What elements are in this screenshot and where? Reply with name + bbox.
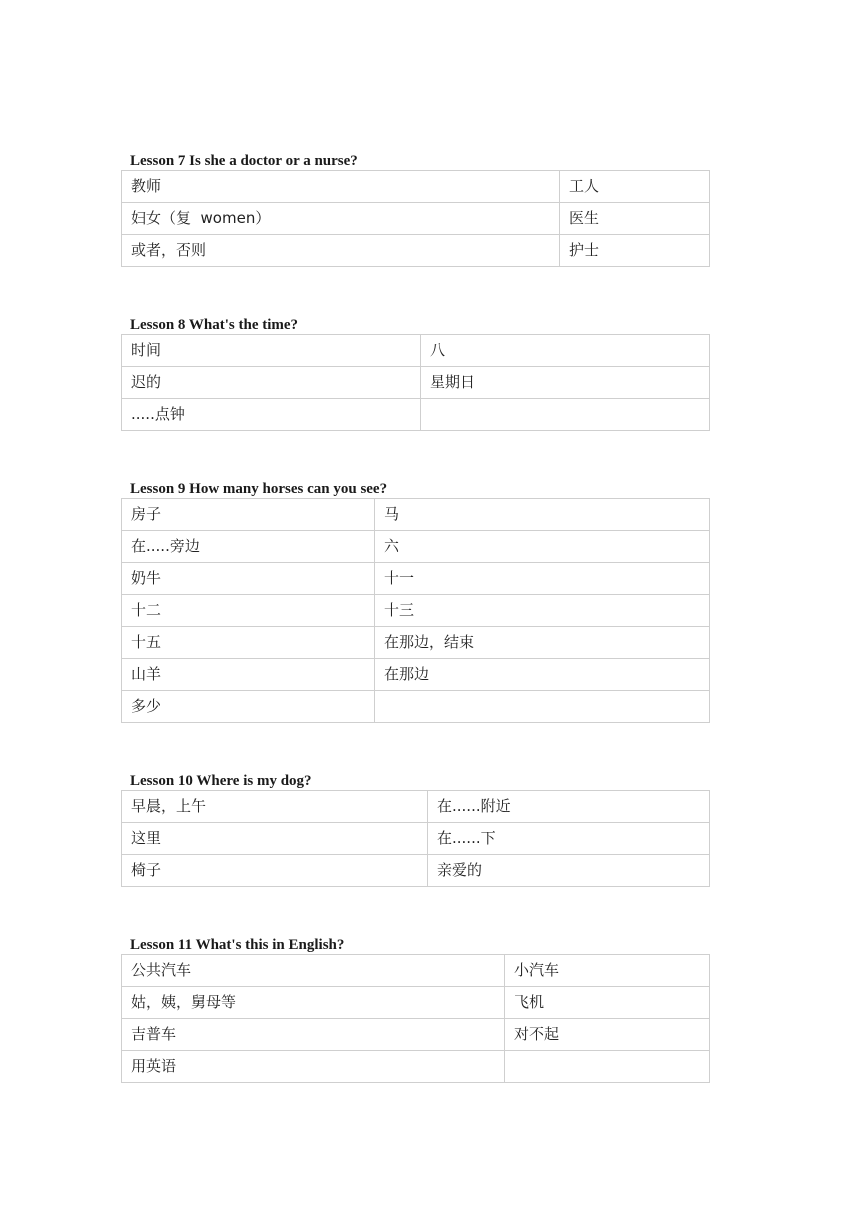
vocabulary-table bbox=[121, 790, 710, 887]
table-cell: 在那边 bbox=[375, 659, 710, 691]
table-cell bbox=[505, 1051, 710, 1083]
table-row bbox=[122, 563, 710, 595]
table-row bbox=[122, 1019, 710, 1051]
table-row bbox=[122, 399, 710, 431]
table-cell: 时间 bbox=[122, 335, 421, 367]
table-cell: 八 bbox=[421, 335, 710, 367]
vocabulary-table bbox=[121, 954, 710, 1083]
lesson-section bbox=[121, 772, 709, 887]
table-cell: 飞机 bbox=[505, 987, 710, 1019]
table-cell: 亲爱的 bbox=[428, 855, 710, 887]
vocabulary-table bbox=[121, 334, 710, 431]
table-row bbox=[122, 531, 710, 563]
table-row bbox=[122, 691, 710, 723]
table-cell: 十二 bbox=[122, 595, 375, 627]
vocabulary-table bbox=[121, 498, 710, 723]
table-row bbox=[122, 659, 710, 691]
table-cell: 小汽车 bbox=[505, 955, 710, 987]
table-cell: 在......附近 bbox=[428, 791, 710, 823]
table-cell bbox=[421, 399, 710, 431]
vocabulary-table bbox=[121, 170, 710, 267]
table-cell: 医生 bbox=[560, 203, 710, 235]
table-cell: 六 bbox=[375, 531, 710, 563]
table-cell: 在.....旁边 bbox=[122, 531, 375, 563]
table-cell: 护士 bbox=[560, 235, 710, 267]
table-cell: 吉普车 bbox=[122, 1019, 505, 1051]
table-row bbox=[122, 823, 710, 855]
table-cell: 奶牛 bbox=[122, 563, 375, 595]
table-cell: 星期日 bbox=[421, 367, 710, 399]
table-cell: 教师 bbox=[122, 171, 560, 203]
table-cell: 椅子 bbox=[122, 855, 428, 887]
table-row bbox=[122, 987, 710, 1019]
table-row bbox=[122, 235, 710, 267]
table-cell: 工人 bbox=[560, 171, 710, 203]
table-row bbox=[122, 367, 710, 399]
table-cell: 十五 bbox=[122, 627, 375, 659]
table-cell: 马 bbox=[375, 499, 710, 531]
table-row bbox=[122, 627, 710, 659]
table-cell: 妇女（复 women） bbox=[122, 203, 560, 235]
table-cell: 十一 bbox=[375, 563, 710, 595]
table-row bbox=[122, 855, 710, 887]
lesson-section bbox=[121, 936, 709, 1083]
table-cell: 房子 bbox=[122, 499, 375, 531]
table-row bbox=[122, 171, 710, 203]
table-cell: 姑，姨，舅母等 bbox=[122, 987, 505, 1019]
table-cell: 早晨，上午 bbox=[122, 791, 428, 823]
table-cell: 十三 bbox=[375, 595, 710, 627]
lesson-title: Lesson 11 What's this in English? bbox=[130, 937, 345, 953]
table-cell: 用英语 bbox=[122, 1051, 505, 1083]
table-cell: 山羊 bbox=[122, 659, 375, 691]
table-row bbox=[122, 203, 710, 235]
lesson-title: Lesson 7 Is she a doctor or a nurse? bbox=[130, 153, 358, 169]
table-cell: 多少 bbox=[122, 691, 375, 723]
lesson-title: Lesson 8 What's the time? bbox=[130, 317, 299, 333]
lesson-section bbox=[121, 152, 709, 267]
table-row bbox=[122, 499, 710, 531]
lesson-section bbox=[121, 480, 709, 723]
table-row bbox=[122, 955, 710, 987]
table-cell: .....点钟 bbox=[122, 399, 421, 431]
table-row bbox=[122, 791, 710, 823]
table-cell: 或者，否则 bbox=[122, 235, 560, 267]
lesson-title: Lesson 9 How many horses can you see? bbox=[130, 481, 388, 497]
table-cell: 在......下 bbox=[428, 823, 710, 855]
table-cell: 在那边，结束 bbox=[375, 627, 710, 659]
table-row bbox=[122, 1051, 710, 1083]
table-cell: 这里 bbox=[122, 823, 428, 855]
table-row bbox=[122, 335, 710, 367]
table-row bbox=[122, 595, 710, 627]
lesson-title: Lesson 10 Where is my dog? bbox=[130, 773, 312, 789]
lesson-section bbox=[121, 316, 709, 431]
table-cell: 对不起 bbox=[505, 1019, 710, 1051]
table-cell: 公共汽车 bbox=[122, 955, 505, 987]
table-cell bbox=[375, 691, 710, 723]
table-cell: 迟的 bbox=[122, 367, 421, 399]
